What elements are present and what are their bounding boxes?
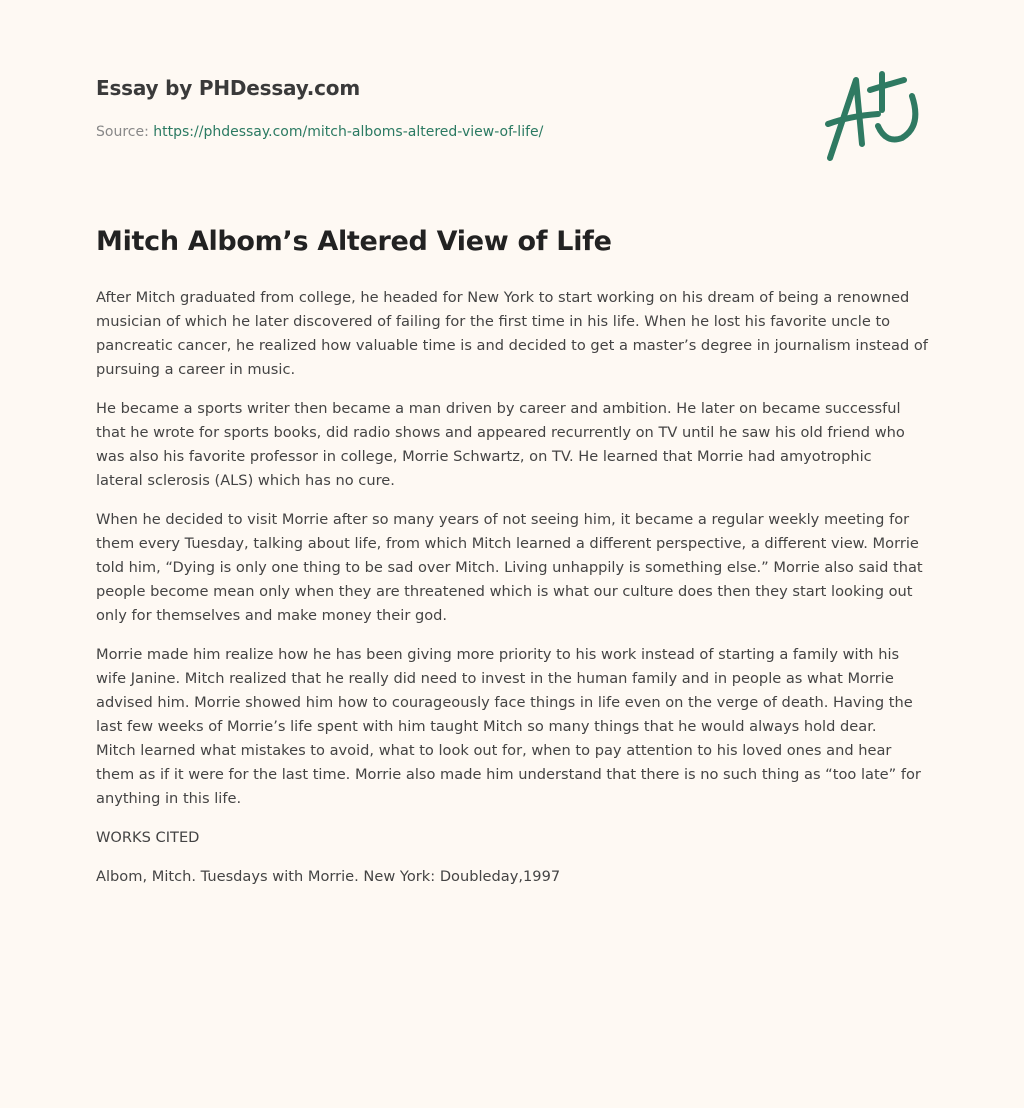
essay-body [96, 286, 946, 904]
paragraph-line: Albom, Mitch. Tuesdays with Morrie. New York: Doubleday,1997 [96, 868, 561, 885]
paragraph-line: musician of which he later discovered of failing for the first time in his life. When he lost his favorite uncle to [96, 313, 891, 330]
paragraph-line: advised him. Morrie showed him how to courageously face things in life even on the verge of death. Having the [96, 694, 913, 711]
paragraph-line: anything in this life. [96, 790, 242, 807]
essay-paragraph [96, 643, 946, 811]
essay-paragraph [96, 397, 946, 493]
essay-paragraph [96, 826, 946, 850]
paragraph-line: only for themselves and make money their god. [96, 607, 448, 624]
paragraph-line: last few weeks of Morrie’s life spent with him taught Mitch so many things that he would always hold dear. [96, 718, 877, 735]
paragraph-line: them as if it were for the last time. Morrie also made him understand that there is no such thing as “too late” for [96, 766, 921, 783]
source-label: Source: [96, 124, 149, 140]
paragraph-line: pancreatic cancer, he realized how valuable time is and decided to get a master’s degree in journalism instead of [96, 337, 928, 354]
paragraph-line: wife Janine. Mitch realized that he really did need to invest in the human family and in people as what Morrie [96, 670, 894, 687]
paragraph-line: When he decided to visit Morrie after so many years of not seeing him, it became a regular weekly meeting for [96, 511, 910, 528]
paragraph-line: people become mean only when they are threatened which is what our culture does then they start looking out [96, 583, 913, 600]
essay-paragraph [96, 865, 946, 889]
paragraph-line: WORKS CITED [96, 829, 200, 846]
paragraph-line: He became a sports writer then became a man driven by career and ambition. He later on became successful [96, 400, 901, 417]
essay-paragraph [96, 508, 946, 628]
paragraph-line: Mitch learned what mistakes to avoid, what to look out for, when to pay attention to his loved ones and hear [96, 742, 892, 759]
paragraph-line: pursuing a career in music. [96, 361, 296, 378]
paragraph-line: that he wrote for sports books, did radio shows and appeared recurrently on TV until he saw his old friend who [96, 424, 905, 441]
paragraph-line: After Mitch graduated from college, he headed for New York to start working on his dream of being a renowned [96, 289, 910, 306]
source-link[interactable]: https://phdessay.com/mitch-alboms-altered-view-of-life/ [153, 124, 544, 140]
source-line [96, 124, 543, 140]
essay-paragraph [96, 286, 946, 382]
paragraph-line: told him, “Dying is only one thing to be sad over Mitch. Living unhappily is something else.” Morrie also said that [96, 559, 923, 576]
brand-title: Essay by PHDessay.com [96, 76, 360, 100]
paragraph-line: them every Tuesday, talking about life, from which Mitch learned a different perspective, a different view. Morrie [96, 535, 919, 552]
a-plus-logo-icon [820, 66, 930, 166]
paragraph-line: Morrie made him realize how he has been giving more priority to his work instead of starting a family with his [96, 646, 900, 663]
paragraph-line: lateral sclerosis (ALS) which has no cure. [96, 472, 395, 489]
essay-title: Mitch Albom’s Altered View of Life [96, 226, 612, 257]
paragraph-line: was also his favorite professor in college, Morrie Schwartz, on TV. He learned that Morrie had amyotrophic [96, 448, 872, 465]
